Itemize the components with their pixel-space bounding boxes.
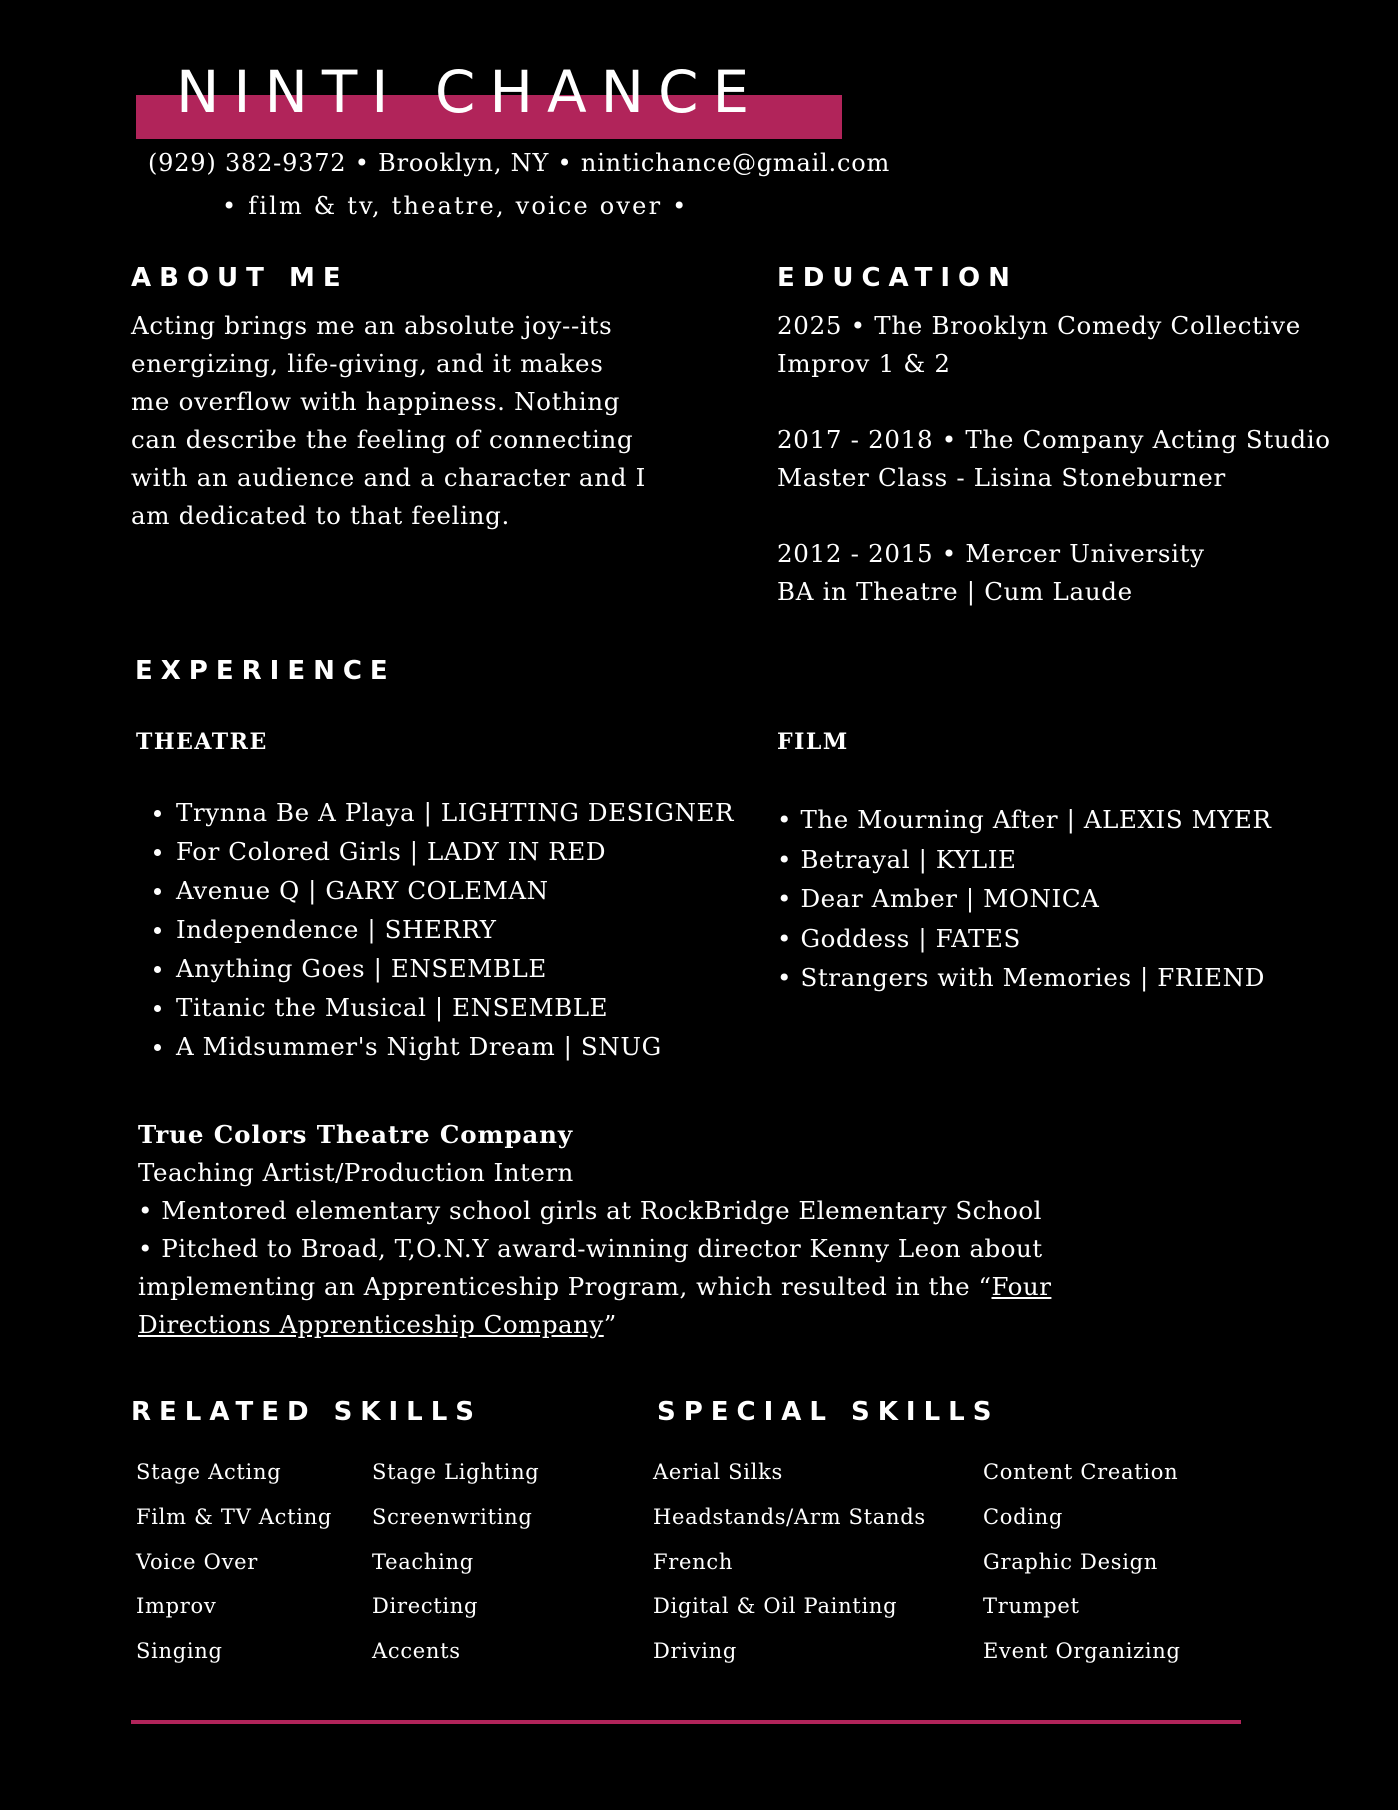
film-credit: • Betrayal | KYLIE <box>777 844 1017 874</box>
skill-item: Improv <box>136 1594 217 1619</box>
contact-info: (929) 382-9372 • Brooklyn, NY • nintichance@gmail.com <box>148 149 891 177</box>
special-skills-column <box>983 1450 1181 1674</box>
film-credit: • The Mourning After | ALEXIS MYER <box>777 805 1272 834</box>
film-credit: • Strangers with Memories | FRIEND <box>777 963 1265 992</box>
specialties-line: • film & tv, theatre, voice over • <box>222 192 689 220</box>
film-credits-list <box>777 800 1272 998</box>
skill-item: Content Creation <box>983 1460 1179 1484</box>
job-bullet-continued <box>138 1306 1138 1344</box>
skill-item: Voice Over <box>136 1549 259 1574</box>
education-entry <box>777 535 1377 611</box>
skill-item: Graphic Design <box>983 1549 1158 1574</box>
skill-item: Screenwriting <box>372 1504 533 1529</box>
related-skills-column <box>372 1450 539 1674</box>
skill-item: Driving <box>653 1639 738 1664</box>
theatre-credit: A Midsummer's Night Dream | SNUG <box>176 1027 734 1066</box>
theatre-credit: Anything Goes | ENSEMBLE <box>176 949 734 988</box>
education-school: 2012 - 2015 • Mercer University <box>777 539 1205 568</box>
apprenticeship-link[interactable]: Four <box>991 1272 1052 1301</box>
resume-name: NINTI CHANCE <box>176 58 764 126</box>
related-skills-heading: RELATED SKILLS <box>131 1397 482 1427</box>
theatre-credit: Independence | SHERRY <box>176 910 734 949</box>
skill-item: Directing <box>372 1594 479 1619</box>
special-skills-heading: SPECIAL SKILLS <box>657 1397 1000 1427</box>
closing-quote: ” <box>603 1310 617 1339</box>
about-me-text <box>131 307 671 535</box>
about-line: me overflow with happiness. Nothing <box>131 387 621 416</box>
education-school: 2025 • The Brooklyn Comedy Collective <box>777 311 1301 340</box>
experience-heading: EXPERIENCE <box>135 656 396 686</box>
job-bullet: • Pitched to Broad, T,O.N.Y award-winning director Kenny Leon about <box>138 1234 1043 1263</box>
job-bullet: • Mentored elementary school girls at RockBridge Elementary School <box>138 1196 1042 1225</box>
skill-item: Aerial Silks <box>653 1460 783 1484</box>
special-skills-column <box>653 1450 926 1674</box>
education-program: Improv 1 & 2 <box>777 349 951 378</box>
skill-item: Trumpet <box>983 1594 1080 1619</box>
bottom-divider <box>131 1720 1241 1724</box>
skill-item: Headstands/Arm Stands <box>653 1504 926 1529</box>
job-bullet-continued <box>138 1268 1138 1306</box>
about-me-heading: ABOUT ME <box>131 263 349 293</box>
education-heading: EDUCATION <box>777 263 1018 293</box>
job-bullet-text: implementing an Apprenticeship Program, which resulted in the “ <box>138 1272 992 1301</box>
theatre-credit: Avenue Q | GARY COLEMAN <box>176 871 734 910</box>
theatre-credit: Titanic the Musical | ENSEMBLE <box>176 988 734 1027</box>
skill-item: Coding <box>983 1504 1064 1529</box>
education-list <box>777 307 1377 649</box>
job-role: Teaching Artist/Production Intern <box>138 1158 574 1187</box>
about-line: can describe the feeling of connecting <box>131 425 634 454</box>
skill-item: Film & TV Acting <box>136 1504 333 1529</box>
skill-item: Event Organizing <box>983 1639 1181 1664</box>
skill-item: Teaching <box>372 1549 474 1574</box>
about-line: energizing, life-giving, and it makes <box>131 349 604 378</box>
theatre-subheading: THEATRE <box>136 729 268 755</box>
skill-item: French <box>653 1549 734 1574</box>
true-colors-section <box>138 1116 1138 1344</box>
skill-item: Accents <box>372 1639 461 1664</box>
film-credit: • Goddess | FATES <box>777 923 1021 953</box>
film-credit: • Dear Amber | MONICA <box>777 884 1100 913</box>
related-skills-column <box>136 1450 332 1674</box>
education-entry <box>777 421 1377 497</box>
about-line: with an audience and a character and I <box>131 463 646 492</box>
skill-item: Singing <box>136 1639 223 1664</box>
theatre-credit: For Colored Girls | LADY IN RED <box>176 832 734 871</box>
about-line: Acting brings me an absolute joy--its <box>131 311 613 340</box>
education-program: Master Class - Lisina Stoneburner <box>777 463 1226 492</box>
education-entry <box>777 307 1377 383</box>
skill-item: Stage Acting <box>136 1460 282 1484</box>
skill-item: Digital & Oil Painting <box>653 1594 898 1619</box>
education-program: BA in Theatre | Cum Laude <box>777 577 1133 606</box>
company-name: True Colors Theatre Company <box>138 1120 573 1149</box>
film-subheading: FILM <box>777 729 849 755</box>
education-school: 2017 - 2018 • The Company Acting Studio <box>777 425 1331 454</box>
skill-item: Stage Lighting <box>372 1460 540 1484</box>
theatre-credit: Trynna Be A Playa | LIGHTING DESIGNER <box>176 793 734 832</box>
apprenticeship-link[interactable]: Directions Apprenticeship Company <box>138 1310 604 1339</box>
about-line: am dedicated to that feeling. <box>131 501 511 530</box>
theatre-credits-list <box>176 793 734 1066</box>
